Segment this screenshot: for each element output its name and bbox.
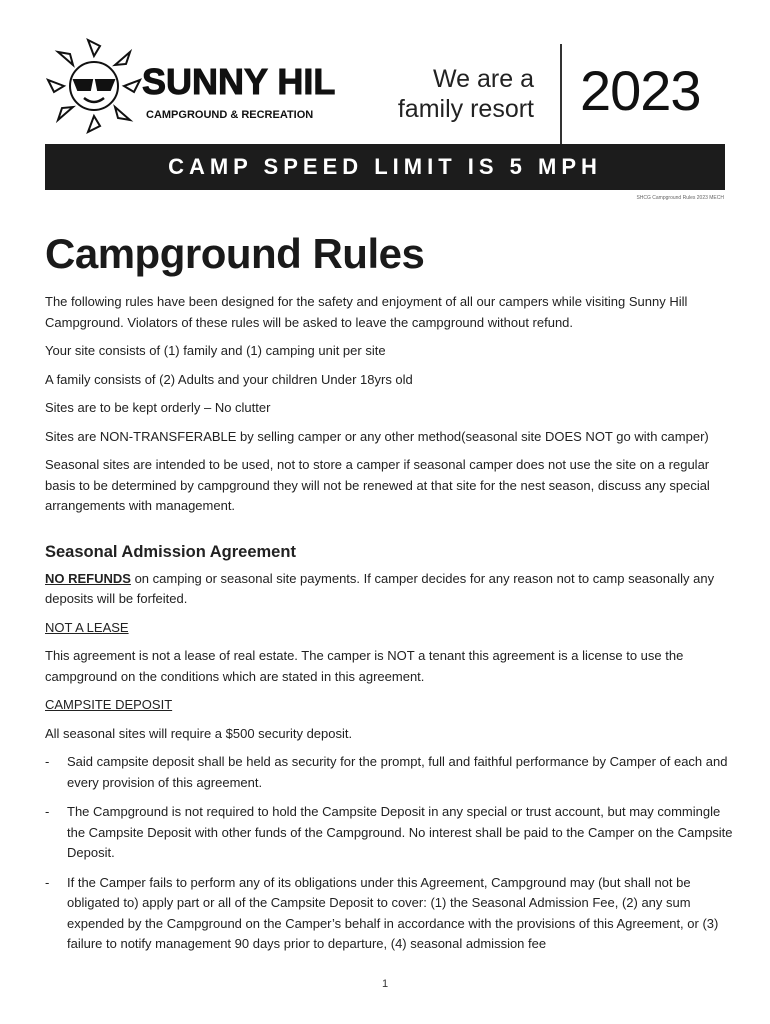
seasonal-heading: Seasonal Admission Agreement [45, 542, 296, 561]
svg-text:SUNNY HILL: SUNNY HILL [142, 61, 336, 102]
no-refunds-label: NO REFUNDS [45, 570, 131, 586]
sun-icon [48, 40, 140, 132]
not-a-lease-text: This agreement is not a lease of real estate. The camper is NOT a tenant this agreement is a license to use the campground on the conditions which are stated in this agreement. [45, 648, 684, 684]
list-item: - If the Camper fails to perform any of its obligations under this Agreement, Campground may (but shall not be obligated to) apply part or all of the Campsite Deposit to cover: (1) the Seasonal Admission Fee, (2) any sum expended by the Campground on the Camper’s behalf in accordance with the provisions of this Agreement, or (3) failure to notify management 90 days prior to departure, (4) seasonal admission fee [45, 874, 719, 951]
speed-limit-banner: CAMP SPEED LIMIT IS 5 MPH [45, 144, 725, 190]
rule-family: A family consists of (2) Adults and your children Under 18yrs old [45, 371, 413, 387]
rules-body [45, 292, 735, 964]
page-number: 1 [381, 978, 389, 990]
rule-non-transferable: Sites are NON-TRANSFERABLE by selling camper or any other method(seasonal site DOES NOT go with camper) [45, 428, 709, 444]
svg-text:CAMPGROUND & RECREATION: CAMPGROUND & RECREATION [146, 109, 314, 121]
tagline-line-1: We are a [433, 65, 534, 93]
sunny-hill-logo [46, 34, 336, 144]
page-title: Campground Rules [45, 230, 425, 277]
header-divider [560, 44, 562, 144]
no-refunds-paragraph [45, 569, 735, 610]
deposit-list [45, 752, 735, 955]
year: 2023 [580, 59, 701, 122]
rule-site-consists: Your site consists of (1) family and (1) camping unit per site [45, 343, 386, 358]
rule-seasonal-use: Seasonal sites are intended to be used, not to store a camper if seasonal camper does not use the site on a regular basis to be determined by campground they will not be renewed at that site for the nest season, discuss any special arrangements with management. [45, 457, 710, 513]
deposit-text: All seasonal sites will require a $500 security deposit. [45, 725, 353, 741]
tagline-line-2: family resort [397, 95, 534, 123]
no-refunds-text: on camping or seasonal site payments. If camper decides for any reason not to camp seasonally any deposits will be forfeited. [45, 570, 715, 606]
tagline [398, 64, 534, 124]
list-item: - Said campsite deposit shall be held as security for the prompt, full and faithful performance by Camper of each and every provision of this agreement. [45, 754, 728, 790]
intro-paragraph: The following rules have been designed for the safety and enjoyment of all our campers while visiting Sunny Hill Campground. Violators of these rules will be asked to leave the campground without refund. [45, 294, 688, 330]
document-reference: SHCG Campground Rules 2023 MECH [636, 195, 724, 201]
not-a-lease-heading: NOT A LEASE [45, 619, 129, 635]
deposit-heading: CAMPSITE DEPOSIT [45, 697, 173, 712]
list-item: - The Campground is not required to hold the Campsite Deposit in any special or trust account, but may commingle the Campsite Deposit with other funds of the Campground. No interest shall be paid to the Camper on the Campsite Deposit. [45, 804, 733, 860]
rule-orderly: Sites are to be kept orderly – No clutter [45, 400, 271, 415]
